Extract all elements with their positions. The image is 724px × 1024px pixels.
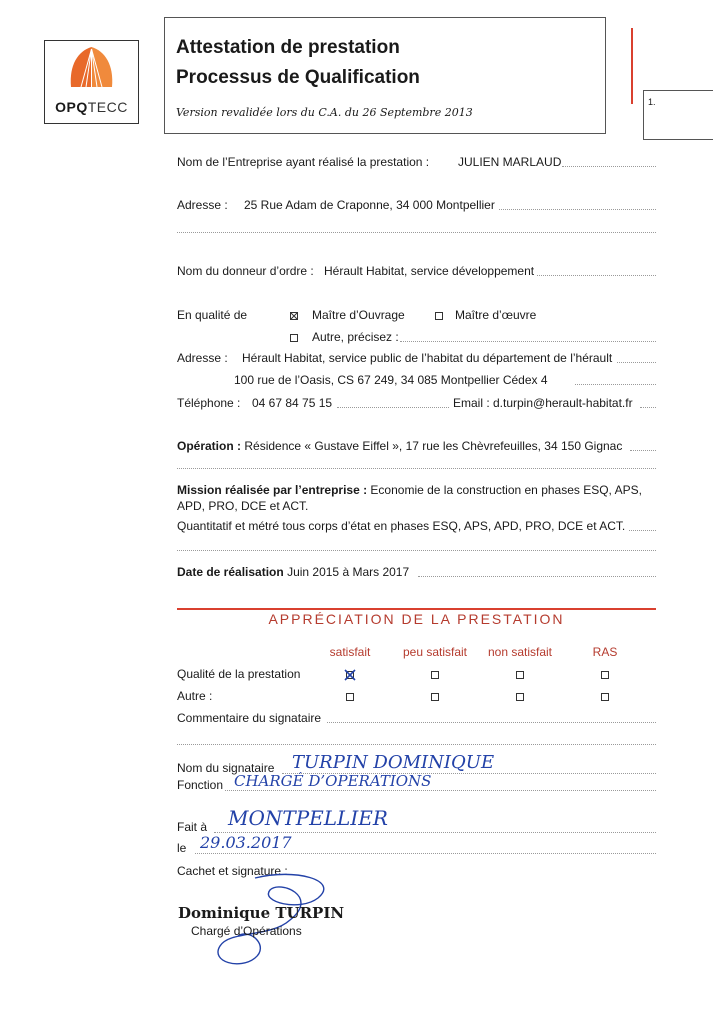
email-label: Email : bbox=[453, 396, 490, 410]
logo-text-bold: OPQ bbox=[55, 99, 88, 115]
title-box bbox=[164, 17, 606, 134]
date-line bbox=[177, 565, 409, 579]
client-address-dots-1 bbox=[617, 362, 656, 363]
operation-line bbox=[177, 439, 622, 453]
operation-value: Résidence « Gustave Eiffel », 17 rue les Chèvrefeuilles, 34 150 Gignac bbox=[244, 439, 623, 453]
enterprise-label: Nom de l’Entreprise ayant réalisé la prestation : bbox=[177, 155, 430, 169]
role-option-2: Maître d’œuvre bbox=[455, 308, 537, 322]
function-dots bbox=[225, 790, 656, 791]
enterprise-dots bbox=[562, 166, 656, 167]
qualite-peu-satisfait-checkbox[interactable] bbox=[431, 671, 439, 679]
place-label: Fait à bbox=[177, 820, 208, 834]
appreciation-title: APPRÉCIATION DE LA PRESTATION bbox=[268, 611, 565, 627]
address-value: 25 Rue Adam de Craponne, 34 000 Montpellier bbox=[244, 198, 495, 212]
client-address-line-1: Hérault Habitat, service public de l’habitat du département de l’hérault bbox=[242, 351, 613, 365]
cross-icon bbox=[290, 312, 298, 320]
autre-satisfait-checkbox[interactable] bbox=[346, 693, 354, 701]
operation-dots-1 bbox=[630, 450, 656, 451]
client-dots bbox=[537, 275, 656, 276]
logo-box bbox=[44, 40, 139, 124]
operation-label: Opération : bbox=[177, 439, 242, 453]
phone-dots bbox=[337, 407, 449, 408]
red-margin-line bbox=[631, 28, 633, 104]
client-value: Hérault Habitat, service développement bbox=[324, 264, 535, 278]
client-address-dots-2 bbox=[575, 384, 656, 385]
row-label-qualite: Qualité de la prestation bbox=[177, 667, 301, 681]
date-signed-dots bbox=[195, 853, 656, 854]
mission-dots-1 bbox=[629, 530, 656, 531]
comment-label: Commentaire du signataire bbox=[177, 711, 322, 725]
client-label: Nom du donneur d’ordre : bbox=[177, 264, 314, 278]
autre-peu-satisfait-checkbox[interactable] bbox=[431, 693, 439, 701]
date-label: Date de réalisation bbox=[177, 565, 284, 579]
function-value: CHARGÉ D’OPERATIONS bbox=[234, 772, 432, 790]
email-value: d.turpin@herault-habitat.fr bbox=[493, 396, 633, 410]
appreciation-rule bbox=[177, 608, 656, 610]
page-number: 1. bbox=[648, 97, 656, 107]
checkbox-maitre-oeuvre[interactable] bbox=[435, 312, 443, 320]
role-other-dots bbox=[400, 341, 656, 342]
checkbox-autre[interactable] bbox=[290, 334, 298, 342]
function-label: Fonction bbox=[177, 778, 224, 792]
qualite-non-satisfait-checkbox[interactable] bbox=[516, 671, 524, 679]
autre-non-satisfait-checkbox[interactable] bbox=[516, 693, 524, 701]
mission-value-1: Economie de la construction en phases ESQ, APS, bbox=[370, 483, 642, 497]
address-dots-2 bbox=[177, 232, 656, 233]
column-satisfait: satisfait bbox=[329, 645, 371, 659]
title-line-1: Attestation de prestation bbox=[176, 37, 400, 58]
comment-dots-2 bbox=[177, 744, 656, 745]
client-address-line-2: 100 rue de l’Oasis, CS 67 249, 34 085 Montpellier Cédex 4 bbox=[234, 373, 548, 387]
column-ras: RAS bbox=[592, 645, 618, 659]
date-signed-label: le bbox=[177, 841, 187, 855]
comment-dots-1 bbox=[327, 722, 656, 723]
stamp-name: Dominique TURPIN bbox=[178, 904, 345, 922]
title-line-2: Processus de Qualification bbox=[176, 67, 420, 88]
stamp-role: Chargé d’Opérations bbox=[191, 924, 302, 938]
checked-cross-icon bbox=[343, 668, 357, 682]
operation-dots-2 bbox=[177, 468, 656, 469]
opqtecc-logo-icon bbox=[45, 43, 138, 99]
signatory-name-label: Nom du signataire bbox=[177, 761, 275, 775]
role-label: En qualité de bbox=[177, 308, 248, 322]
date-signed-value: 29.03.2017 bbox=[200, 833, 292, 852]
mission-value-3: Quantitatif et métré tous corps d’état en phases ESQ, APS, APD, PRO, DCE et ACT. bbox=[177, 519, 626, 533]
page-number-box bbox=[643, 90, 713, 140]
stamp-label: Cachet et signature : bbox=[177, 864, 288, 878]
checkbox-maitre-ouvrage[interactable] bbox=[290, 312, 298, 320]
mission-label: Mission réalisée par l’entreprise : bbox=[177, 483, 368, 497]
client-address-label: Adresse : bbox=[177, 351, 228, 365]
qualite-ras-checkbox[interactable] bbox=[601, 671, 609, 679]
logo-text-light: TECC bbox=[87, 99, 128, 115]
mission-dots-2 bbox=[177, 550, 656, 551]
phone-value: 04 67 84 75 15 bbox=[252, 396, 333, 410]
date-value: Juin 2015 à Mars 2017 bbox=[287, 565, 410, 579]
address-dots-1 bbox=[499, 209, 656, 210]
signatory-name-value: TURPIN DOMINIQUE bbox=[292, 752, 495, 773]
phone-label: Téléphone : bbox=[177, 396, 241, 410]
enterprise-value: JULIEN MARLAUD bbox=[458, 155, 562, 169]
version-note: Version revalidée lors du C.A. du 26 Septembre 2013 bbox=[176, 106, 473, 119]
column-peu-satisfait: peu satisfait bbox=[402, 645, 468, 659]
place-value: MONTPELLIER bbox=[228, 806, 388, 830]
column-non-satisfait: non satisfait bbox=[487, 645, 553, 659]
logo-text bbox=[45, 99, 138, 115]
mission-line-1 bbox=[177, 483, 642, 497]
qualite-satisfait-checkbox[interactable] bbox=[346, 671, 354, 679]
mission-value-2: APD, PRO, DCE et ACT. bbox=[177, 499, 309, 513]
date-dots bbox=[418, 576, 656, 577]
row-label-autre: Autre : bbox=[177, 689, 213, 703]
role-option-3: Autre, précisez : bbox=[312, 330, 399, 344]
autre-ras-checkbox[interactable] bbox=[601, 693, 609, 701]
email-dots bbox=[640, 407, 656, 408]
address-label: Adresse : bbox=[177, 198, 228, 212]
role-option-1: Maître d’Ouvrage bbox=[312, 308, 405, 322]
